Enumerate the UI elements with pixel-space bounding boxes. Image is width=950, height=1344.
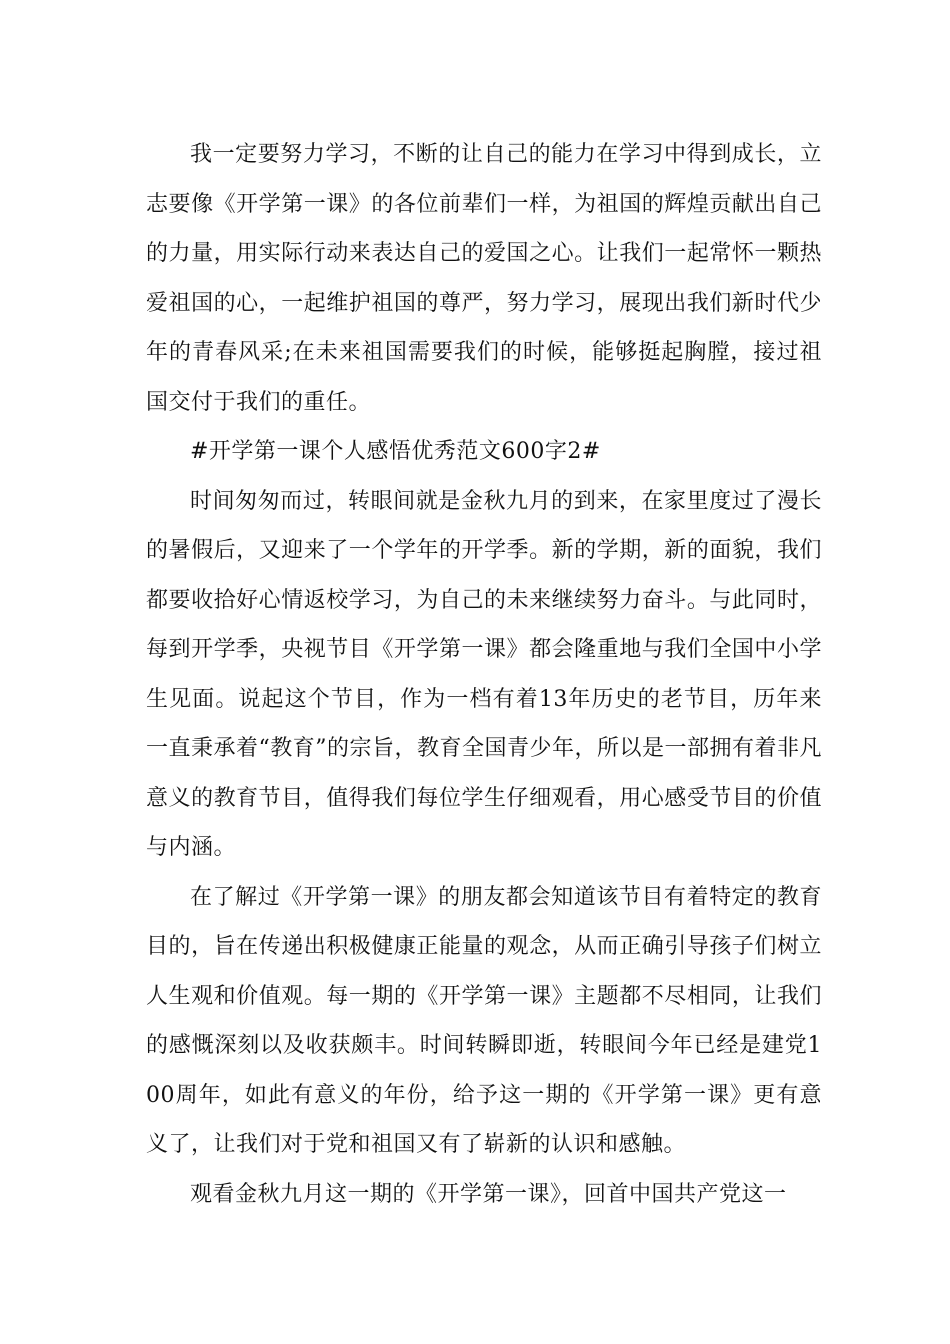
document-body	[146, 130, 822, 1219]
section-heading: #开学第一课个人感悟优秀范文600字2#	[190, 439, 601, 464]
paragraph: 我一定要努力学习，不断的让自己的能力在学习中得到成长，立志要像《开学第一课》的各位前辈们一样，为祖国的辉煌贡献出自己的力量，用实际行动来表达自己的爱国之心。让我们一起常怀一颗热爱祖国的心，一起维护祖国的尊严，努力学习，展现出我们新时代少年的青春风采;在未来祖国需要我们的时候，能够挺起胸膛，接过祖国交付于我们的重任。	[146, 142, 822, 415]
paragraph: 观看金秋九月这一期的《开学第一课》，回首中国共产党这一	[190, 1181, 787, 1207]
paragraph: 时间匆匆而过，转眼间就是金秋九月的到来，在家里度过了漫长的暑假后，又迎来了一个学年的开学季。新的学期，新的面貌，我们都要收拾好心情返校学习，为自己的未来继续努力奋斗。与此同时，每到开学季，央视节目《开学第一课》都会隆重地与我们全国中小学生见面。说起这个节目，作为一档有着13年历史的老节目，历年来一直秉承着“教育”的宗旨，教育全国青少年，所以是一部拥有着非凡意义的教育节目，值得我们每位学生仔细观看，用心感受节目的价值与内涵。	[146, 488, 822, 860]
paragraph: 在了解过《开学第一课》的朋友都会知道该节目有着特定的教育目的，旨在传递出积极健康正能量的观念，从而正确引导孩子们树立人生观和价值观。每一期的《开学第一课》主题都不尽相同，让我们的感慨深刻以及收获颇丰。时间转瞬即逝，转眼间今年已经是建党100周年，如此有意义的年份，给予这一期的《开学第一课》更有意义了，让我们对于党和祖国又有了崭新的认识和感触。	[146, 884, 822, 1157]
